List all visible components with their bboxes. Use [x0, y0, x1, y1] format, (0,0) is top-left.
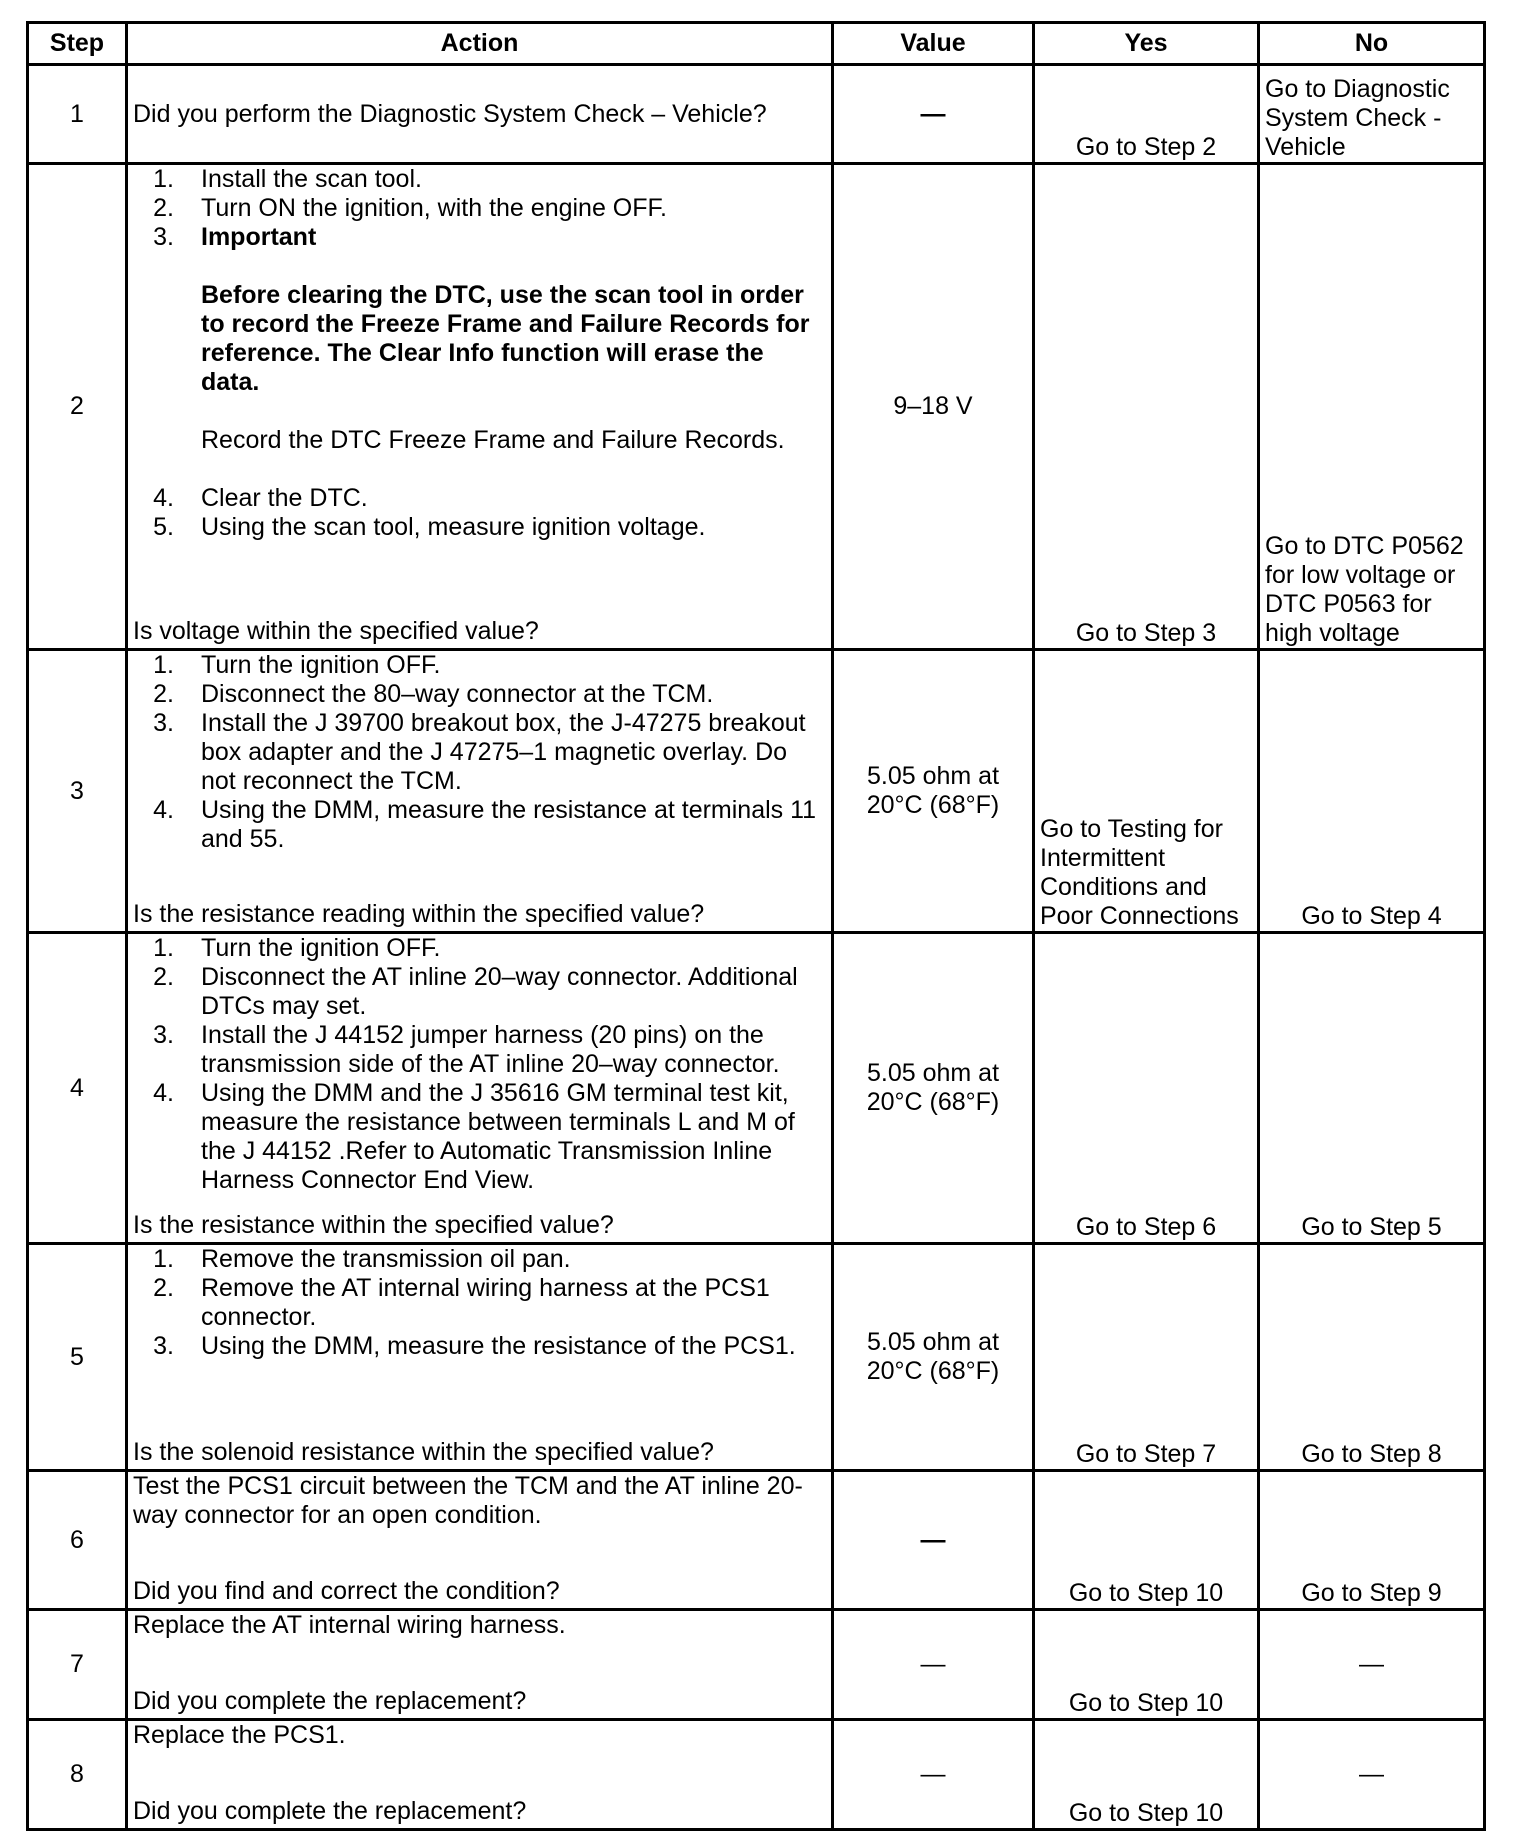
action-cell: [127, 933, 833, 1244]
record-instruction: Record the DTC Freeze Frame and Failure Records.: [201, 426, 785, 454]
value-cell: 5.05 ohm at 20°C (68°F): [833, 650, 1034, 933]
list-item: 1. Remove the transmission oil pan.: [153, 1245, 571, 1273]
step-number: 6: [28, 1471, 127, 1610]
action-steps-list: [133, 165, 826, 542]
action-cell: [127, 164, 833, 650]
no-cell: Go to Step 8: [1259, 1244, 1485, 1471]
action-cell: [127, 1244, 833, 1471]
value-cell: —: [833, 1471, 1034, 1610]
important-heading: Important: [201, 223, 317, 251]
list-item: 2. Disconnect the AT inline 20–way connector. Additional DTCs may set.: [153, 963, 798, 1020]
list-item: 1. Turn the ignition OFF.: [153, 651, 441, 679]
action-cell: [127, 65, 833, 164]
list-item: 2. Disconnect the 80–way connector at the TCM.: [153, 680, 714, 708]
diagnostic-table: [26, 21, 1486, 1831]
step-number: 3: [28, 650, 127, 933]
list-item: 1. Install the scan tool.: [153, 165, 422, 193]
no-cell: Go to Step 4: [1259, 650, 1485, 933]
yes-cell: Go to Step 3: [1034, 164, 1259, 650]
yes-cell: Go to Step 7: [1034, 1244, 1259, 1471]
yes-cell: Go to Testing for Intermittent Conditions and Poor Connections: [1034, 650, 1259, 933]
action-steps-list: [133, 1245, 826, 1361]
header-no: No: [1259, 23, 1485, 65]
step-number: 2: [28, 164, 127, 650]
value-cell: 5.05 ohm at 20°C (68°F): [833, 1244, 1034, 1471]
list-item: 3. Important Before clearing the DTC, use the scan tool in order to record the Freeze Frame and Failure Records for reference. The Clear Info function will erase the data. Record the DTC Freeze Frame and Failure Records.: [133, 223, 826, 484]
table-row-step-8: [28, 1720, 1485, 1830]
step-number: 5: [28, 1244, 127, 1471]
no-cell: Go to DTC P0562 for low voltage or DTC P0563 for high voltage: [1259, 164, 1485, 650]
yes-cell: Go to Step 2: [1034, 65, 1259, 164]
table-row-step-6: [28, 1471, 1485, 1610]
action-question: Is voltage within the specified value?: [133, 617, 539, 645]
header-step: Step: [28, 23, 127, 65]
action-question: Is the resistance within the specified value?: [133, 1211, 614, 1239]
no-cell: Go to Step 9: [1259, 1471, 1485, 1610]
list-item: 4. Clear the DTC.: [153, 484, 368, 512]
value-cell: —: [833, 65, 1034, 164]
list-item: 3. Using the DMM, measure the resistance of the PCS1.: [153, 1332, 796, 1360]
header-yes: Yes: [1034, 23, 1259, 65]
no-cell: —: [1259, 1720, 1485, 1830]
action-cell: [127, 650, 833, 933]
list-item: 2. Turn ON the ignition, with the engine OFF.: [153, 194, 667, 222]
step-number: 1: [28, 65, 127, 164]
list-item: 3. Install the J 44152 jumper harness (20 pins) on the transmission side of the AT inline 20–way connector.: [153, 1021, 780, 1078]
action-cell: [127, 1720, 833, 1830]
list-item: 3. Install the J 39700 breakout box, the J-47275 breakout box adapter and the J 47275–1 magnetic overlay. Do not reconnect the TCM.: [153, 709, 806, 795]
action-steps-list: [133, 651, 826, 854]
step-number: 7: [28, 1610, 127, 1720]
action-question: Did you find and correct the condition?: [133, 1577, 560, 1605]
action-question: Is the solenoid resistance within the specified value?: [133, 1438, 714, 1466]
header-action: Action: [127, 23, 833, 65]
yes-cell: Go to Step 6: [1034, 933, 1259, 1244]
list-item: 4. Using the DMM and the J 35616 GM terminal test kit, measure the resistance between terminals L and M of the J 44152 .Refer to Automatic Transmission Inline Harness Connector End View.: [153, 1079, 795, 1194]
action-instruction: Replace the PCS1.: [133, 1721, 346, 1749]
step-number: 8: [28, 1720, 127, 1830]
header-value: Value: [833, 23, 1034, 65]
table-row-step-1: [28, 65, 1485, 164]
list-item: 2. Remove the AT internal wiring harness at the PCS1 connector.: [153, 1274, 770, 1331]
list-item: 4. Using the DMM, measure the resistance at terminals 11 and 55.: [153, 796, 817, 853]
no-cell: —: [1259, 1610, 1485, 1720]
action-question: Did you complete the replacement?: [133, 1687, 527, 1715]
action-question: Did you complete the replacement?: [133, 1797, 527, 1825]
table-row-step-4: [28, 933, 1485, 1244]
table-row-step-5: [28, 1244, 1485, 1471]
table-row-step-2: [28, 164, 1485, 650]
value-cell: —: [833, 1720, 1034, 1830]
action-question: Did you perform the Diagnostic System Check – Vehicle?: [133, 99, 767, 128]
yes-cell: Go to Step 10: [1034, 1720, 1259, 1830]
action-cell: [127, 1471, 833, 1610]
list-item: 1. Turn the ignition OFF.: [153, 934, 441, 962]
yes-cell: Go to Step 10: [1034, 1471, 1259, 1610]
value-cell: —: [833, 1610, 1034, 1720]
action-instruction: Replace the AT internal wiring harness.: [133, 1611, 566, 1639]
action-cell: [127, 1610, 833, 1720]
value-cell: 5.05 ohm at 20°C (68°F): [833, 933, 1034, 1244]
no-cell: Go to Step 5: [1259, 933, 1485, 1244]
value-cell: 9–18 V: [833, 164, 1034, 650]
important-note: Before clearing the DTC, use the scan tool in order to record the Freeze Frame and Failure Records for reference. The Clear Info function will erase the data.: [201, 281, 810, 396]
action-question: Is the resistance reading within the specified value?: [133, 900, 705, 928]
table-row-step-7: [28, 1610, 1485, 1720]
no-cell: Go to Diagnostic System Check - Vehicle: [1259, 65, 1485, 164]
table-header-row: [28, 23, 1485, 65]
yes-cell: Go to Step 10: [1034, 1610, 1259, 1720]
list-item: 5. Using the scan tool, measure ignition voltage.: [153, 513, 706, 541]
action-instruction: Test the PCS1 circuit between the TCM and the AT inline 20-way connector for an open condition.: [133, 1472, 803, 1529]
table-row-step-3: [28, 650, 1485, 933]
action-steps-list: [133, 934, 826, 1195]
step-number: 4: [28, 933, 127, 1244]
